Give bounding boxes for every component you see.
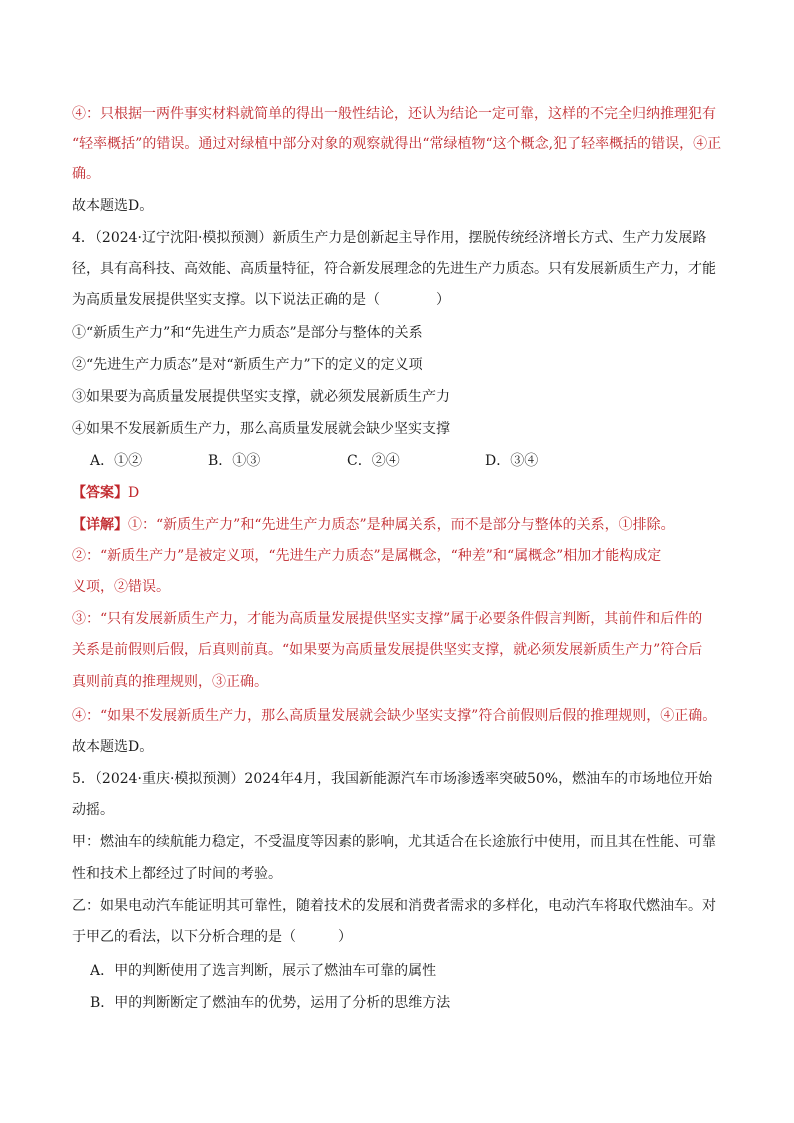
- q3-detail-line-2: “轻率概括”的错误。通过对绿植中部分对象的观察就得出“常绿植物“这个概念,犯了轻率概括的错误，④正: [72, 136, 722, 152]
- detail-tag: 【详解】: [72, 517, 128, 533]
- q4-detail-line-3a: ③：“只有发展新质生产力，才能为高质量发展提供坚实支撑”属于必要条件假言判断，其前件和后件的: [72, 611, 703, 627]
- q4-item-1: ①“新质生产力”和“先进生产力质态”是部分与整体的关系: [72, 325, 423, 341]
- q5-stem-line-2: 动摇。: [72, 802, 114, 818]
- q4-detail-line-1: [72, 515, 724, 535]
- q4-option-d: D．③④: [485, 453, 539, 469]
- q4-detail-line-4: ④：“如果不发展新质生产力，那么高质量发展就会缺少坚实支撑”符合前假则后假的推理规则，④正确。: [72, 708, 717, 724]
- q5-yi-line-1: 乙：如果电动汽车能证明其可靠性，随着技术的发展和消费者需求的多样化，电动汽车将取代燃油车。对: [72, 898, 716, 914]
- q4-stem-line-2: 径，具有高科技、高效能、高质量特征，符合新发展理念的先进生产力质态。只有发展新质生产力，才能: [72, 261, 716, 277]
- q4-option-b: B．①③: [208, 453, 261, 469]
- answer-value: D: [128, 485, 140, 501]
- q4-conclusion: 故本题选D。: [72, 739, 154, 755]
- q5-yi-line-2: 于甲乙的看法，以下分析合理的是（ ）: [72, 929, 352, 945]
- q4-option-c: C．②④: [347, 453, 400, 469]
- q4-detail-line-3c: 真则前真的推理规则，③正确。: [72, 674, 268, 690]
- answer-tag: 【答案】: [72, 485, 128, 501]
- q4-detail-line-2b: 义项，②错误。: [72, 579, 170, 595]
- q3-detail-line-3: 确。: [72, 166, 100, 182]
- q4-option-a: A．①②: [90, 453, 143, 469]
- q3-detail-line-1: ④：只根据一两件事实材料就简单的得出一般性结论，还认为结论一定可靠，这样的不完全归纳推理犯有: [72, 106, 716, 122]
- q5-jia-line-2: 性和技术上都经过了时间的考验。: [72, 866, 282, 882]
- q4-item-4: ④如果不发展新质生产力，那么高质量发展就会缺少坚实支撑: [72, 421, 450, 437]
- q5-jia-line-1: 甲：燃油车的续航能力稳定，不受温度等因素的影响，尤其适合在长途旅行中使用，而且其在性能、可靠: [72, 834, 716, 850]
- q4-detail-line-2a: ②：“新质生产力”是被定义项，“先进生产力质态”是属概念，“种差”和“属概念”相加才能构成定: [72, 548, 662, 564]
- q4-detail-line-3b: 关系是前假则后假，后真则前真。“如果要为高质量发展提供坚实支撑，就必须发展新质生产力”符合后: [72, 642, 703, 658]
- q5-option-a: A．甲的判断使用了选言判断，展示了燃油车可靠的属性: [90, 963, 437, 979]
- q3-conclusion: 故本题选D。: [72, 198, 154, 214]
- q4-item-3: ③如果要为高质量发展提供坚实支撑，就必须发展新质生产力: [72, 389, 450, 405]
- q4-answer: [72, 483, 724, 503]
- q4-stem-line-3: 为高质量发展提供坚实支撑。以下说法正确的是（ ）: [72, 292, 450, 308]
- q4-stem-line-1: 4．（2024·辽宁沈阳·模拟预测）新质生产力是创新起主导作用，摆脱传统经济增长方式、生产力发展路: [72, 230, 707, 246]
- q5-stem-line-1: 5．（2024·重庆·模拟预测）2024年4月，我国新能源汽车市场渗透率突破50%，燃油车的市场地位开始: [72, 771, 713, 787]
- detail-text-1: ①：“新质生产力”和“先进生产力质态”是种属关系，而不是部分与整体的关系，①排除。: [128, 517, 675, 533]
- q5-option-b: B．甲的判断断定了燃油车的优势，运用了分析的思维方法: [90, 995, 451, 1011]
- q4-item-2: ②“先进生产力质态”是对“新质生产力”下的定义的定义项: [72, 357, 423, 373]
